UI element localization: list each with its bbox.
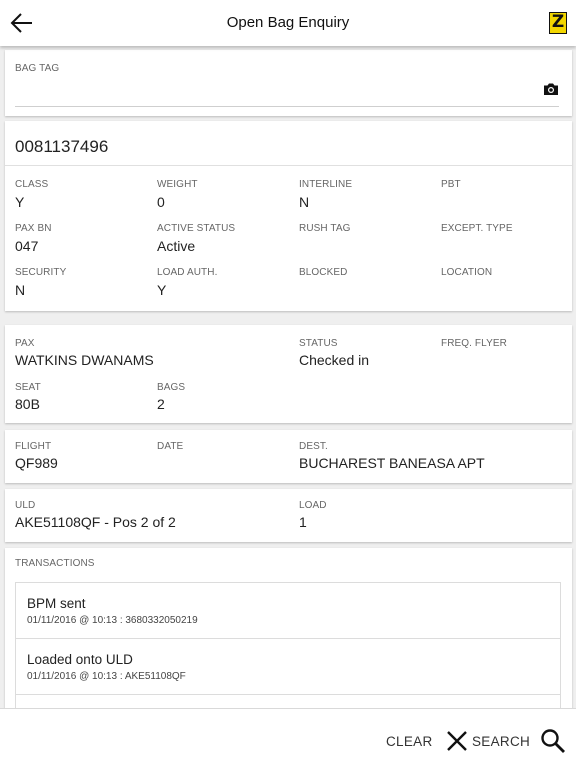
interline-value: N	[299, 194, 310, 210]
app-bar	[0, 0, 576, 46]
pax-bn-label: PAX BN	[15, 223, 52, 234]
interline-label: INTERLINE	[299, 179, 353, 190]
pax-label: PAX	[15, 338, 35, 349]
transactions-label: TRANSACTIONS	[15, 558, 95, 569]
app-logo: Z	[549, 12, 567, 34]
freq-flyer-label: FREQ. FLYER	[441, 338, 507, 349]
load-auth-label: LOAD AUTH.	[157, 267, 218, 278]
weight-label: WEIGHT	[157, 179, 198, 190]
bag-tag-search-card	[5, 50, 572, 116]
uld-label: ULD	[15, 500, 36, 511]
location-label: LOCATION	[441, 267, 493, 278]
flight-label: FLIGHT	[15, 441, 52, 452]
transaction-item[interactable]	[15, 638, 561, 695]
security-value: N	[15, 282, 26, 298]
load-auth-value: Y	[157, 282, 167, 298]
search-button[interactable]	[472, 729, 566, 753]
bag-tag-input[interactable]	[15, 78, 535, 104]
transaction-title: BPM sent	[27, 596, 86, 611]
search-label: SEARCH	[472, 733, 531, 749]
close-icon	[446, 730, 468, 752]
bag-tag-underline	[15, 106, 559, 107]
status-value: Checked in	[299, 352, 370, 368]
pbt-label: PBT	[441, 179, 461, 190]
clear-label: CLEAR	[386, 733, 433, 749]
flight-card	[5, 430, 572, 483]
transaction-item[interactable]	[15, 582, 561, 639]
divider	[5, 165, 572, 166]
uld-card	[5, 489, 572, 542]
transaction-title: Loaded onto ULD	[27, 652, 133, 667]
load-value: 1	[299, 514, 307, 530]
search-icon	[540, 728, 566, 754]
except-type-label: EXCEPT. TYPE	[441, 223, 513, 234]
bag-details-card	[5, 121, 572, 311]
date-label: DATE	[157, 441, 184, 452]
blocked-label: BLOCKED	[299, 267, 348, 278]
pax-name: WATKINS DWANAMS	[15, 352, 154, 368]
page-title: Open Bag Enquiry	[226, 14, 350, 31]
dest-value: BUCHAREST BANEASA APT	[299, 455, 485, 471]
load-label: LOAD	[299, 500, 327, 511]
seat-label: SEAT	[15, 382, 41, 393]
bags-label: BAGS	[157, 382, 186, 393]
rush-tag-label: RUSH TAG	[299, 223, 351, 234]
bag-tag-label: BAG TAG	[15, 63, 60, 74]
pax-bn-value: 047	[15, 238, 39, 254]
bottom-action-bar	[0, 708, 576, 768]
weight-value: 0	[157, 194, 165, 210]
clear-button[interactable]	[386, 729, 468, 753]
dest-label: DEST.	[299, 441, 328, 452]
passenger-card	[5, 325, 572, 423]
bags-value: 2	[157, 396, 165, 412]
uld-value: AKE51108QF - Pos 2 of 2	[15, 514, 176, 530]
transaction-detail: 01/11/2016 @ 10:13 : AKE51108QF	[27, 671, 186, 682]
status-label: STATUS	[299, 338, 338, 349]
bag-tag-number: 0081137496	[15, 137, 109, 156]
class-value: Y	[15, 194, 25, 210]
flight-value: QF989	[15, 455, 58, 471]
security-label: SECURITY	[15, 267, 67, 278]
class-label: CLASS	[15, 179, 49, 190]
active-status-value: Active	[157, 238, 196, 254]
transaction-detail: 01/11/2016 @ 10:13 : 3680332050219	[27, 615, 198, 626]
seat-value: 80B	[15, 396, 40, 412]
transactions-card	[5, 548, 572, 723]
camera-icon[interactable]	[543, 82, 559, 96]
active-status-label: ACTIVE STATUS	[157, 223, 236, 234]
